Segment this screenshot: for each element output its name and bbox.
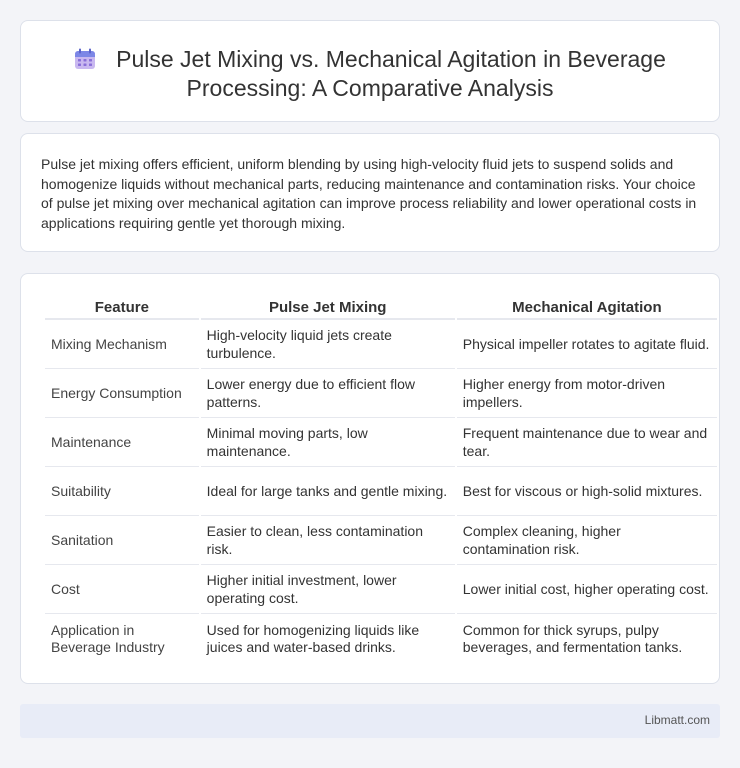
feature-cell: Mixing Mechanism <box>45 320 199 369</box>
footer-brand-link[interactable]: Libmatt.com <box>644 713 710 727</box>
pulse-jet-cell: Easier to clean, less contamination risk. <box>201 516 455 565</box>
table-header-row <box>45 294 717 320</box>
pulse-jet-cell: Minimal moving parts, low maintenance. <box>201 418 455 467</box>
header-pulse-jet: Pulse Jet Mixing <box>201 294 455 320</box>
feature-cell: Suitability <box>45 467 199 516</box>
mechanical-cell: Common for thick syrups, pulpy beverages, and fermentation tanks. <box>462 621 683 655</box>
page-title-wrap <box>61 45 679 103</box>
footer-bar <box>20 704 720 738</box>
header-feature: Feature <box>45 294 199 320</box>
intro-card <box>20 133 720 252</box>
table-row <box>45 565 717 614</box>
mechanical-cell: Lower initial cost, higher operating cost. <box>457 565 717 614</box>
mechanical-cell: Physical impeller rotates to agitate fluid. <box>457 320 717 369</box>
comparison-card <box>20 273 720 684</box>
feature-cell: Maintenance <box>45 418 199 467</box>
pulse-jet-cell: Lower energy due to efficient flow patterns. <box>201 369 455 418</box>
comparison-table <box>43 294 719 663</box>
table-row <box>45 320 717 369</box>
header-mechanical: Mechanical Agitation <box>457 294 717 320</box>
table-row <box>45 614 717 663</box>
feature-cell: Energy Consumption <box>45 369 199 418</box>
pulse-jet-cell: Ideal for large tanks and gentle mixing. <box>201 467 455 516</box>
table-row <box>45 467 717 516</box>
feature-cell: Sanitation <box>45 516 199 565</box>
feature-cell: Application in Beverage Industry <box>51 621 165 655</box>
mechanical-cell: Complex cleaning, higher contamination risk. <box>457 516 717 565</box>
pulse-jet-cell: Higher initial investment, lower operating cost. <box>201 565 455 614</box>
mechanical-cell: Best for viscous or high-solid mixtures. <box>457 467 717 516</box>
calendar-icon <box>74 48 96 70</box>
intro-paragraph: Pulse jet mixing offers efficient, uniform blending by using high-velocity fluid jets to suspend solids and homogenize liquids without mechanical parts, reducing maintenance and contamination risks. Your choice of pulse jet mixing over mechanical agitation can improve process reliability and lower operational costs in applications requiring gentle yet thorough mixing. <box>41 156 697 231</box>
mechanical-cell: Frequent maintenance due to wear and tear. <box>457 418 717 467</box>
title-card <box>20 20 720 122</box>
table-row <box>45 516 717 565</box>
feature-cell: Cost <box>45 565 199 614</box>
table-row <box>45 369 717 418</box>
pulse-jet-cell: Used for homogenizing liquids like juices and water-based drinks. <box>206 621 420 655</box>
page-title: Pulse Jet Mixing vs. Mechanical Agitation in Beverage Processing: A Comparative Analysis <box>116 46 666 101</box>
pulse-jet-cell: High-velocity liquid jets create turbulence. <box>201 320 455 369</box>
mechanical-cell: Higher energy from motor-driven impellers. <box>457 369 717 418</box>
table-row <box>45 418 717 467</box>
